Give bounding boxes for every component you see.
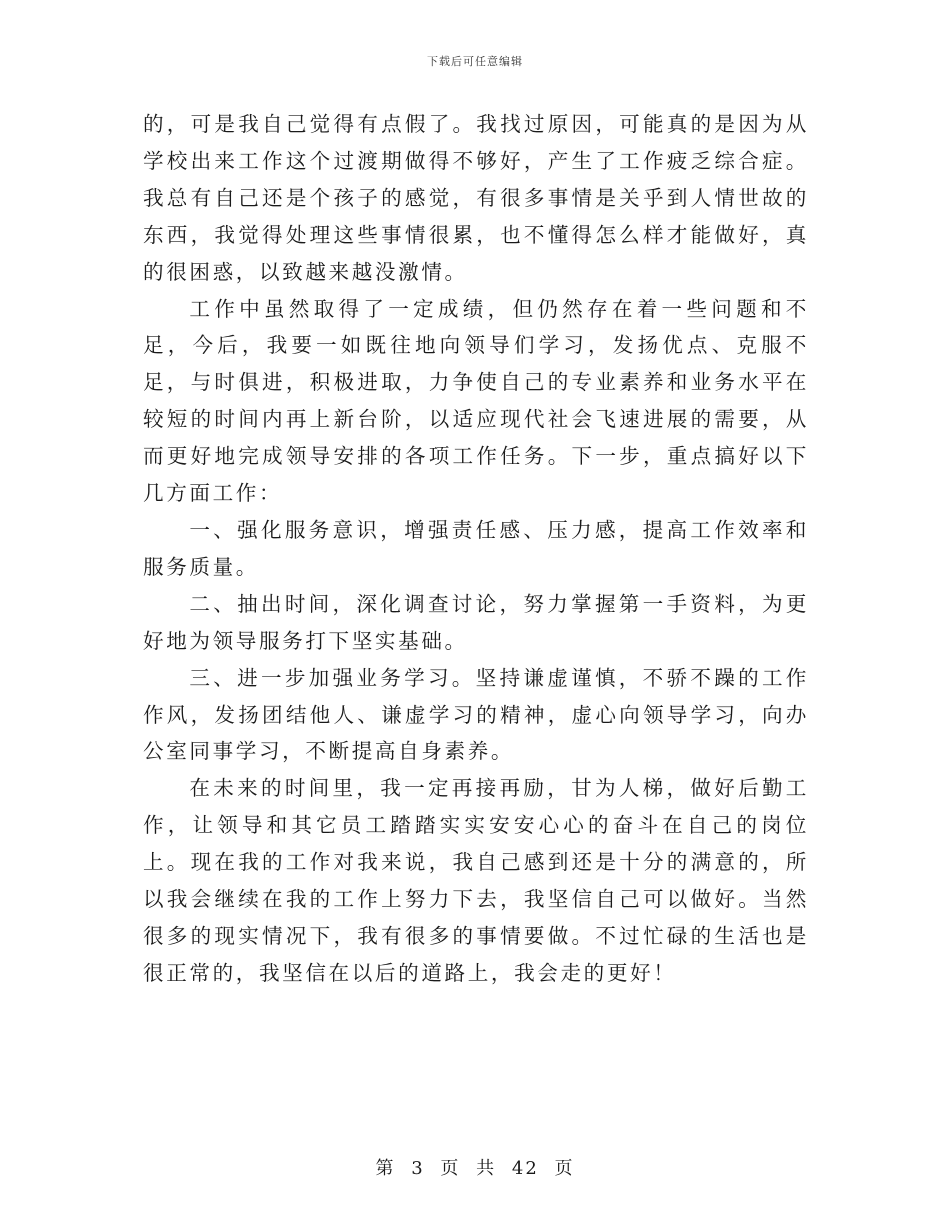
paragraph-item-1: 一、强化服务意识，增强责任感、压力感，提高工作效率和服务质量。 xyxy=(143,517,809,579)
footer-page-word: 页 xyxy=(440,1158,461,1179)
footer-suffix: 页 xyxy=(554,1158,575,1179)
footer-total-word: 共 xyxy=(476,1158,497,1179)
paragraph-closing: 在未来的时间里，我一定再接再励，甘为人梯，做好后勤工作，让领导和其它员工踏踏实实安安心心的奋斗在自己的岗位上。现在我的工作对我来说，我自己感到还是十分的满意的，所以我会继续在我的工作上努力下去，我坚信自己可以做好。当然很多的现实情况下，我有很多的事情要做。不过忙碌的生活也是很正常的，我坚信在以后的道路上，我会走的更好！ xyxy=(143,776,809,985)
footer-current-page: 3 xyxy=(411,1158,425,1179)
footer-prefix: 第 xyxy=(375,1158,396,1179)
paragraph-continued: 的，可是我自己觉得有点假了。我找过原因，可能真的是因为从学校出来工作这个过渡期做得不够好，产生了工作疲乏综合症。我总有自己还是个孩子的感觉，有很多事情是关乎到人情世故的东西，我觉得处理这些事情很累，也不懂得怎么样才能做好，真的很困惑，以致越来越没激情。 xyxy=(143,112,809,284)
document-body xyxy=(143,106,809,992)
paragraph-item-2: 二、抽出时间，深化调查讨论，努力掌握第一手资料，为更好地为领导服务打下坚实基础。 xyxy=(143,591,809,653)
paragraph-item-3: 三、进一步加强业务学习。坚持谦虚谨慎，不骄不躁的工作作风，发扬团结他人、谦虚学习的精神，虚心向领导学习，向办公室同事学习，不断提高自身素养。 xyxy=(143,665,809,764)
paragraph-summary: 工作中虽然取得了一定成绩，但仍然存在着一些问题和不足，今后，我要一如既往地向领导们学习，发扬优点、克服不足，与时俱进，积极进取，力争使自己的专业素养和业务水平在较短的时间内再上新台阶，以适应现代社会飞速进展的需要，从而更好地完成领导安排的各项工作任务。下一步，重点搞好以下几方面工作： xyxy=(143,296,809,506)
footer-total-pages: 42 xyxy=(511,1158,539,1179)
page-number-footer xyxy=(0,1154,950,1180)
page-header: 下载后可任意编辑 xyxy=(427,55,523,68)
